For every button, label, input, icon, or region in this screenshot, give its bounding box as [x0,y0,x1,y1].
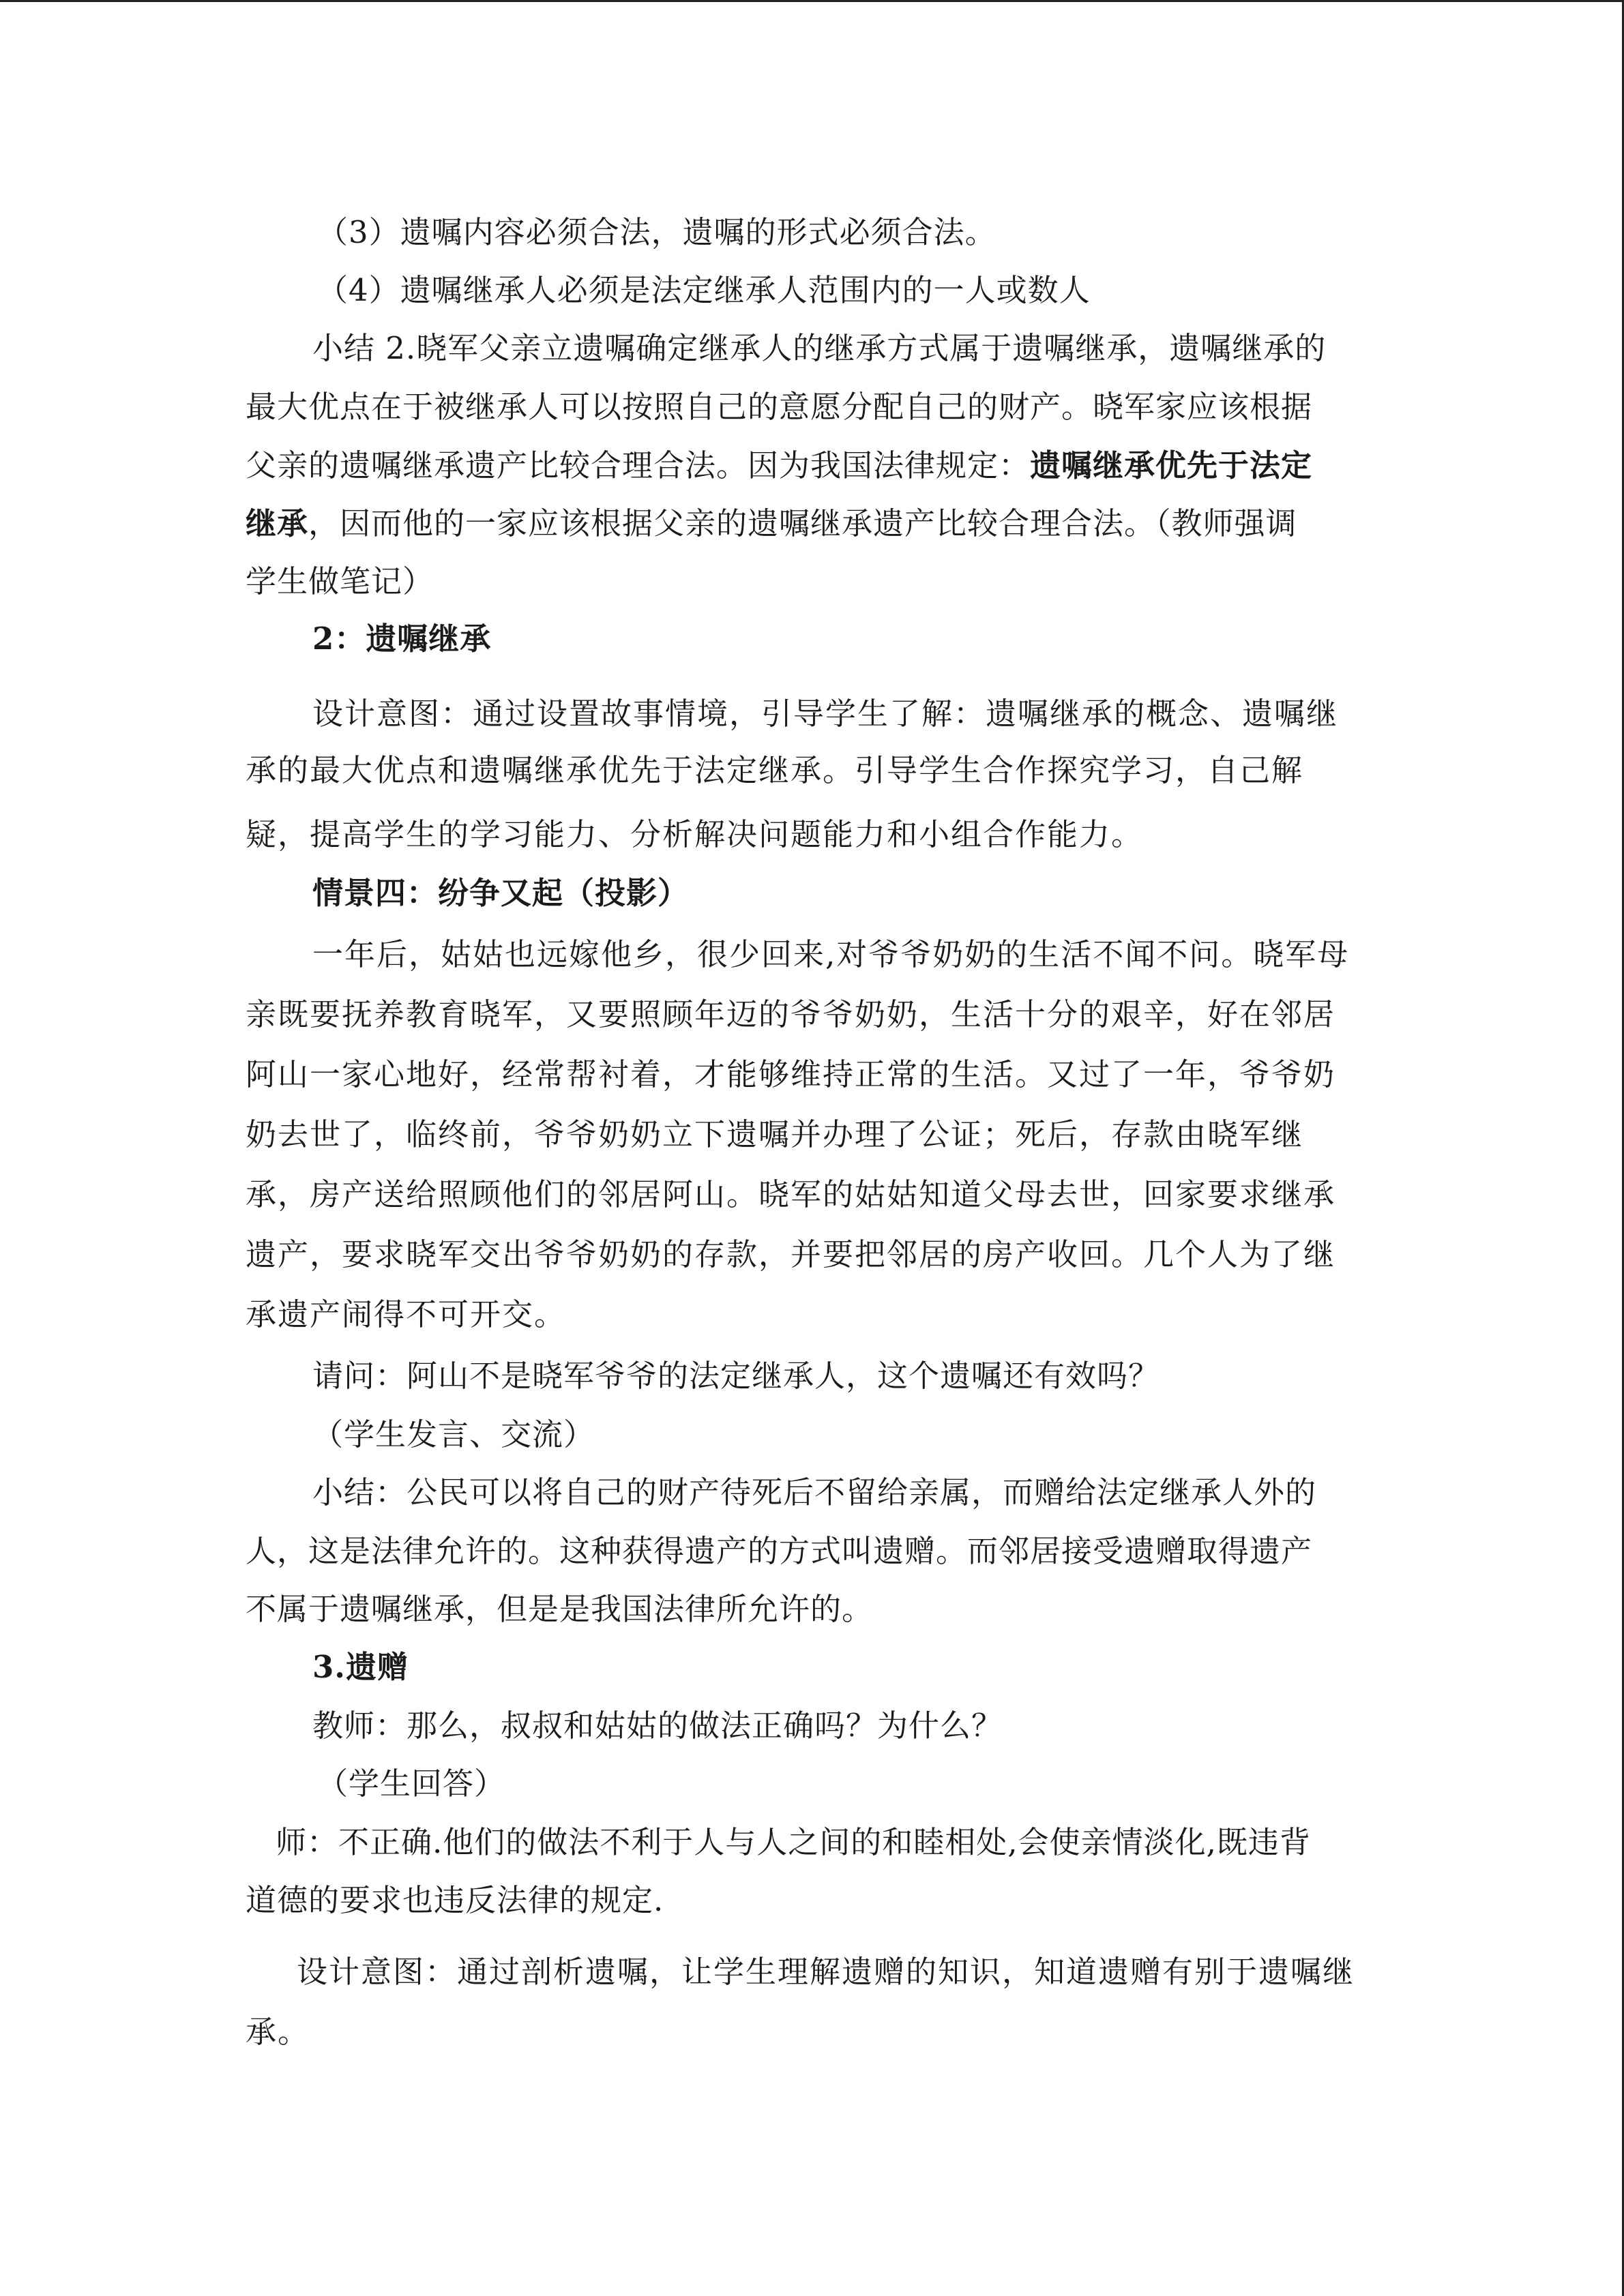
emphasized-text: 遗嘱继承优先于法定 [1030,447,1313,483]
paragraph-line: 亲既要抚养教育晓军，又要照顾年迈的爷爷奶奶，生活十分的艰辛，好在邻居 [246,996,1336,1032]
section-heading: 情景四：纷争又起（投影） [312,875,690,911]
paragraph-line: 人，这是法律允许的。这种获得遗产的方式叫遗赠。而邻居接受遗赠取得遗产 [246,1533,1313,1569]
page-top-border [0,0,1624,2]
paragraph-line: 小结 2.晓军父亲立遗嘱确定继承人的继承方式属于遗嘱继承，遗嘱继承的 [312,330,1327,366]
paragraph-line: 最大优点在于被继承人可以按照自己的意愿分配自己的财产。晓军家应该根据 [246,389,1313,425]
paragraph-line: 阿山一家心地好，经常帮衬着，才能够维持正常的生活。又过了一年，爷爷奶 [246,1056,1336,1092]
paragraph-line: （学生回答） [317,1765,506,1802]
paragraph-line: 遗产，要求晓军交出爷爷奶奶的存款，并要把邻居的房产收回。几个人为了继 [246,1236,1336,1272]
paragraph-line: （3）遗嘱内容必须合法，遗嘱的形式必须合法。 [317,214,996,250]
paragraph-line: （4）遗嘱继承人必须是法定继承人范围内的一人或数人 [317,272,1091,308]
paragraph-line: （学生发言、交流） [312,1416,595,1452]
paragraph-line: 学生做笔记） [246,563,434,599]
paragraph-line: 一年后，姑姑也远嫁他乡，很少回来,对爷爷奶奶的生活不闻不问。晓军母 [312,936,1350,972]
paragraph-line: 小结：公民可以将自己的财产待死后不留给亲属，而赠给法定继承人外的 [312,1474,1317,1510]
paragraph-line [246,445,1378,486]
paragraph-line: 疑，提高学生的学习能力、分析解决问题能力和小组合作能力。 [246,816,1144,852]
paragraph-line: 设计意图：通过设置故事情境，引导学生了解：遗嘱继承的概念、遗嘱继 [312,696,1339,732]
emphasized-text: 继承 [246,505,309,541]
paragraph-line: 师：不正确.他们的做法不利于人与人之间的和睦相处,会使亲情淡化,既违背 [276,1824,1311,1860]
paragraph-line: 请问：阿山不是晓军爷爷的法定继承人，这个遗嘱还有效吗？ [312,1358,1160,1394]
paragraph-line: 承。 [246,2014,310,2050]
paragraph-line: 承，房产送给照顾他们的邻居阿山。晓军的姑姑知道父母去世，回家要求继承 [246,1176,1336,1212]
text-run: 父亲的遗嘱继承遗产比较合理合法。因为我国法律规定： [246,447,1031,483]
section-heading: 2：遗嘱继承 [312,621,492,657]
paragraph-line: 教师：那么，叔叔和姑姑的做法正确吗？为什么？ [312,1708,1003,1744]
paragraph-line: 设计意图：通过剖析遗嘱，让学生理解遗赠的知识，知道遗赠有别于遗嘱继 [297,1954,1355,1990]
paragraph-line: 奶去世了，临终前，爷爷奶奶立下遗嘱并办理了公证；死后，存款由晓军继 [246,1116,1304,1152]
text-run: ，因而他的一家应该根据父亲的遗嘱继承遗产比较合理合法。（教师强调 [308,505,1297,541]
paragraph-line: 不属于遗嘱继承，但是是我国法律所允许的。 [246,1591,874,1627]
section-heading: 3.遗赠 [312,1649,409,1685]
paragraph-line: 承遗产闹得不可开交。 [246,1296,567,1332]
paragraph-line: 道德的要求也违反法律的规定. [246,1882,664,1918]
paragraph-line: 承的最大优点和遗嘱继承优先于法定继承。引导学生合作探究学习，自己解 [246,752,1304,788]
paragraph-line [246,503,1378,544]
